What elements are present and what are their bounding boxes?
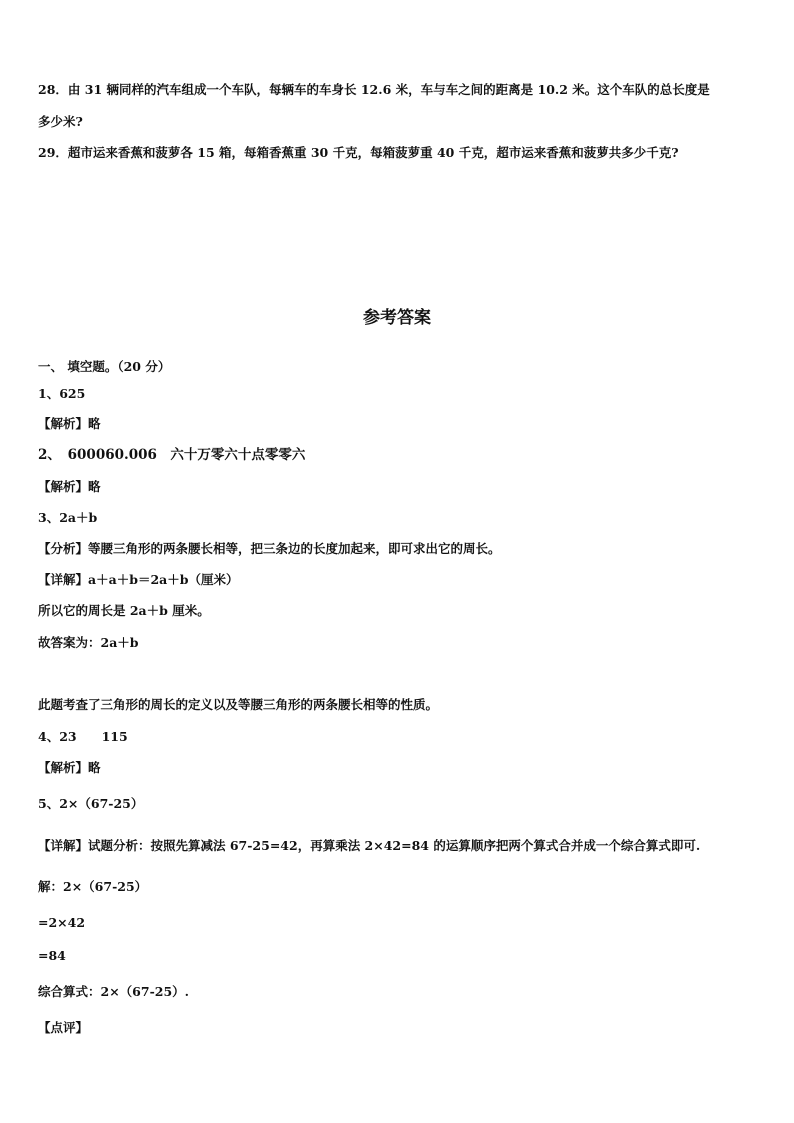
answer-3-comment: 此题考查了三角形的周长的定义以及等腰三角形的两条腰长相等的性质。 bbox=[38, 697, 439, 712]
answer-1: 1、625 bbox=[38, 386, 86, 401]
answer-5: 5、2×（67-25） bbox=[38, 796, 144, 811]
section-1-heading: 一、 填空题。（20 分） bbox=[38, 359, 171, 374]
answer-5-combined: 综合算式：2×（67-25）. bbox=[38, 984, 190, 999]
question-28-line-2: 多少米? bbox=[38, 114, 83, 129]
answer-4-note: 【解析】略 bbox=[38, 760, 101, 775]
answers-title: 参考答案 bbox=[363, 308, 431, 328]
answer-3-detail: 【详解】a＋a＋b＝2a＋b（厘米） bbox=[38, 572, 239, 587]
answer-3-analysis: 【分析】等腰三角形的两条腰长相等，把三条边的长度加起来，即可求出它的周长。 bbox=[38, 541, 501, 556]
question-28-line-1: 28．由 31 辆同样的汽车组成一个车队，每辆车的车身长 12.6 米，车与车之间的距离是 10.2 米。这个车队的总长度是 bbox=[38, 82, 710, 97]
answer-2-note: 【解析】略 bbox=[38, 479, 101, 494]
answer-3: 3、2a＋b bbox=[38, 510, 98, 525]
answer-5-detail: 【详解】试题分析：按照先算减法 67-25=42，再算乘法 2×42=84 的运算顺序把两个算式合并成一个综合算式即可. bbox=[38, 838, 701, 853]
answer-4: 4、23 115 bbox=[38, 729, 128, 744]
answer-3-conclusion: 所以它的周长是 2a＋b 厘米。 bbox=[38, 603, 210, 618]
question-29: 29．超市运来香蕉和菠萝各 15 箱，每箱香蕉重 30 千克，每箱菠萝重 40 千克，超市运来香蕉和菠萝共多少千克? bbox=[38, 145, 679, 160]
answer-5-step-2: =84 bbox=[38, 948, 66, 963]
answer-1-note: 【解析】略 bbox=[38, 416, 101, 431]
answer-2: 2、 600060.006 六十万零六十点零零六 bbox=[38, 447, 306, 463]
answer-5-step-1: =2×42 bbox=[38, 915, 86, 930]
answer-5-solution: 解：2×（67-25） bbox=[38, 879, 148, 894]
answer-3-answer: 故答案为：2a＋b bbox=[38, 635, 139, 650]
answer-5-comment: 【点评】 bbox=[38, 1020, 89, 1035]
